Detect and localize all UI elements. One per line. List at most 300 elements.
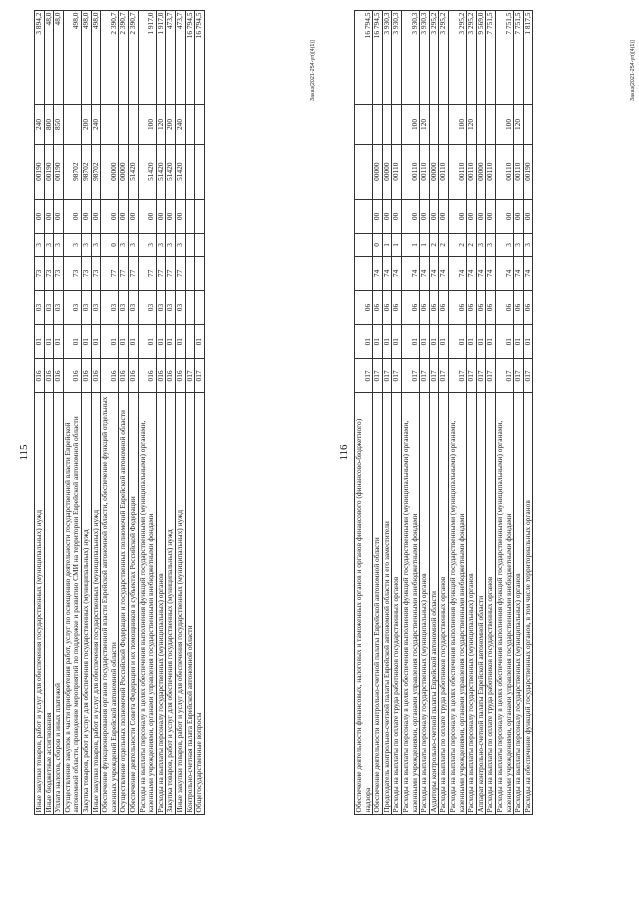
row-code: 3 <box>128 234 138 257</box>
row-code: 01 <box>128 325 138 359</box>
row-code: 03 <box>63 290 81 324</box>
row-code: 016 <box>35 359 45 393</box>
table-row <box>373 11 383 815</box>
row-amount: 48,0 <box>54 11 64 105</box>
row-code <box>195 234 205 257</box>
row-code: 3 <box>156 234 166 257</box>
row-name: Закупка товаров, работ и услуг для обеспечения государственных (муниципальных) нужд <box>81 393 91 815</box>
row-amount: 9 569,0 <box>476 11 486 105</box>
row-name: Расходы на выплаты персоналу в целях обеспечения выполнения функций государственными (муниципальными) органами, казенными учреждениями, органами управления государственными внебюджетными фондами <box>401 393 419 815</box>
table-row <box>495 11 513 815</box>
row-amount: 2 390,7 <box>128 11 138 105</box>
row-code: 98702 <box>81 144 91 199</box>
row-code: 00000 <box>476 144 486 199</box>
page-number: 115 <box>18 444 30 461</box>
row-name: Иные бюджетные ассигнования <box>44 393 54 815</box>
row-code <box>195 199 205 233</box>
row-code: 00110 <box>439 144 449 199</box>
row-code: 00 <box>138 199 156 233</box>
row-code: 01 <box>44 325 54 359</box>
row-code: 3 <box>523 234 533 257</box>
row-code: 06 <box>392 290 402 324</box>
print-footer: Заказ(2021-254-уп)[4(1)] <box>630 40 636 101</box>
row-code: 016 <box>101 359 119 393</box>
row-code: 01 <box>81 325 91 359</box>
row-code: 06 <box>382 290 392 324</box>
page-116 <box>330 0 639 905</box>
row-code: 00 <box>392 199 402 233</box>
row-name: Закупка товаров, работ и услуг для обеспечения государственных (муниципальных) нужд <box>166 393 176 815</box>
row-code: 100 <box>138 105 156 144</box>
row-code <box>355 234 373 257</box>
row-name: Расходы на выплаты персоналу государственных (муниципальных) органов <box>420 393 430 815</box>
row-code: 0 <box>101 234 119 257</box>
row-code: 3 <box>63 234 81 257</box>
row-amount: 3 295,2 <box>439 11 449 105</box>
table-body <box>355 11 533 815</box>
table-row <box>128 11 138 815</box>
row-code: 00 <box>81 199 91 233</box>
row-amount: 48,0 <box>44 11 54 105</box>
row-code: 74 <box>382 256 392 290</box>
row-code: 120 <box>514 105 524 144</box>
row-code <box>63 105 81 144</box>
row-code: 03 <box>81 290 91 324</box>
row-code: 73 <box>63 256 81 290</box>
row-code: 51420 <box>128 144 138 199</box>
table-row <box>175 11 185 815</box>
row-amount: 3 295,2 <box>429 11 439 105</box>
row-code: 00110 <box>448 144 466 199</box>
row-code: 06 <box>355 290 373 324</box>
row-code <box>101 105 119 144</box>
row-code: 01 <box>91 325 101 359</box>
row-code: 017 <box>439 359 449 393</box>
row-code: 00110 <box>514 144 524 199</box>
row-code: 00 <box>373 199 383 233</box>
row-code: 017 <box>195 359 205 393</box>
row-name: Осуществление отдельных полномочий Российской Федерации и государственных полномочий Еврейской автономной области <box>119 393 129 815</box>
table-row <box>448 11 466 815</box>
row-code: 01 <box>392 325 402 359</box>
row-name: Иные закупки товаров, работ и услуг для обеспечения государственных (муниципальных) нужд <box>175 393 185 815</box>
row-code <box>373 105 383 144</box>
row-code: 3 <box>119 234 129 257</box>
row-code: 06 <box>401 290 419 324</box>
row-code: 017 <box>467 359 477 393</box>
row-code: 03 <box>138 290 156 324</box>
row-code: 3 <box>138 234 156 257</box>
row-code: 00 <box>156 199 166 233</box>
row-code: 1 <box>420 234 430 257</box>
row-code: 01 <box>63 325 81 359</box>
row-code: 00 <box>401 199 419 233</box>
row-code <box>486 105 496 144</box>
row-code: 00000 <box>373 144 383 199</box>
row-code: 01 <box>382 325 392 359</box>
table-row <box>101 11 119 815</box>
row-code: 74 <box>448 256 466 290</box>
row-code <box>355 199 373 233</box>
row-code: 100 <box>401 105 419 144</box>
row-code: 016 <box>175 359 185 393</box>
row-code: 017 <box>495 359 513 393</box>
row-code: 00110 <box>392 144 402 199</box>
row-code: 74 <box>486 256 496 290</box>
row-code: 00110 <box>420 144 430 199</box>
row-code: 00190 <box>35 144 45 199</box>
row-code: 01 <box>439 325 449 359</box>
row-code: 74 <box>429 256 439 290</box>
row-code <box>355 105 373 144</box>
row-code: 03 <box>166 290 176 324</box>
row-code: 01 <box>156 325 166 359</box>
row-code: 01 <box>467 325 477 359</box>
row-code: 01 <box>355 325 373 359</box>
row-code: 120 <box>156 105 166 144</box>
row-code: 06 <box>523 290 533 324</box>
row-name: Расходы на выплаты по оплате труда работников государственных органов <box>392 393 402 815</box>
row-code <box>476 105 486 144</box>
row-code: 06 <box>495 290 513 324</box>
row-code <box>195 105 205 144</box>
row-code: 017 <box>373 359 383 393</box>
table-row <box>514 11 524 815</box>
row-code: 3 <box>54 234 64 257</box>
row-code: 77 <box>175 256 185 290</box>
row-code: 03 <box>119 290 129 324</box>
row-code: 06 <box>420 290 430 324</box>
row-code: 00000 <box>101 144 119 199</box>
row-code: 00 <box>429 199 439 233</box>
table-row <box>166 11 176 815</box>
row-name: Общегосударственные вопросы <box>195 393 205 815</box>
table-row <box>63 11 81 815</box>
row-code: 03 <box>35 290 45 324</box>
row-code: 73 <box>91 256 101 290</box>
row-code: 98702 <box>91 144 101 199</box>
row-amount: 3 894,2 <box>35 11 45 105</box>
row-amount: 16 794,5 <box>355 11 373 105</box>
row-code: 00190 <box>523 144 533 199</box>
row-code: 51420 <box>166 144 176 199</box>
row-code: 017 <box>392 359 402 393</box>
row-name: Расходы на выплаты персоналу в целях обеспечения выполнения функций государственными (муниципальными) органами, казенными учреждениями, органами управления государственными внебюджетными фондами <box>138 393 156 815</box>
row-code: 00 <box>476 199 486 233</box>
row-code: 74 <box>467 256 477 290</box>
row-code: 2 <box>448 234 466 257</box>
row-code: 017 <box>486 359 496 393</box>
row-name: Осуществление закупок в части приобретения работ, услуг по освещению деятельности государственной власти Еврейской автономной области, проведение мероприятий по поддержке и развитию СМИ на территории Еврейской автономной области <box>63 393 81 815</box>
row-code: 3 <box>35 234 45 257</box>
row-code: 51420 <box>156 144 166 199</box>
row-code: 77 <box>101 256 119 290</box>
row-code: 03 <box>175 290 185 324</box>
row-name: Расходы на обеспечение функций государственных органов, в том числе территориальных органов <box>523 393 533 815</box>
row-code: 00 <box>91 199 101 233</box>
row-amount: 3 295,2 <box>448 11 466 105</box>
row-name: Обеспечение деятельности Совета Федерации и их помощников в субъектах Российской Федерации <box>128 393 138 815</box>
row-code: 017 <box>523 359 533 393</box>
row-code <box>119 105 129 144</box>
row-amount: 3 930,3 <box>392 11 402 105</box>
row-code: 3 <box>81 234 91 257</box>
row-code: 016 <box>156 359 166 393</box>
row-name: Аппарат контрольно-счетной палаты Еврейской автономной области <box>476 393 486 815</box>
row-name: Расходы на выплаты персоналу в целях обеспечения выполнения функций государственными (муниципальными) органами, казенными учреждениями, органами управления государственными внебюджетными фондами <box>495 393 513 815</box>
row-code: 00110 <box>401 144 419 199</box>
row-code: 00 <box>514 199 524 233</box>
row-code: 3 <box>486 234 496 257</box>
row-code <box>185 199 195 233</box>
row-code: 00 <box>486 199 496 233</box>
row-name: Председатель контрольно-счетной палаты Еврейской автономной области и его заместители <box>382 393 392 815</box>
row-code: 01 <box>495 325 513 359</box>
row-code: 01 <box>523 325 533 359</box>
row-code: 00 <box>420 199 430 233</box>
table-row <box>35 11 45 815</box>
print-footer: Заказ(2021-254-уп)[4(1)] <box>310 40 316 101</box>
row-name: Иные закупки товаров, работ и услуг для обеспечения государственных (муниципальных) нужд <box>35 393 45 815</box>
table-row <box>81 11 91 815</box>
row-code <box>523 105 533 144</box>
row-amount: 498,0 <box>81 11 91 105</box>
row-code <box>128 105 138 144</box>
row-code: 73 <box>54 256 64 290</box>
row-code: 3 <box>91 234 101 257</box>
row-code: 06 <box>448 290 466 324</box>
row-code: 74 <box>523 256 533 290</box>
row-code: 850 <box>54 105 64 144</box>
row-code: 06 <box>429 290 439 324</box>
row-code: 77 <box>166 256 176 290</box>
row-code: 01 <box>166 325 176 359</box>
row-code: 00190 <box>54 144 64 199</box>
table-row <box>119 11 129 815</box>
row-code: 00000 <box>429 144 439 199</box>
table-row <box>486 11 496 815</box>
row-code: 1 <box>382 234 392 257</box>
row-code: 00 <box>128 199 138 233</box>
row-code: 1 <box>392 234 402 257</box>
row-code: 00 <box>44 199 54 233</box>
row-code <box>185 290 195 324</box>
row-code: 240 <box>175 105 185 144</box>
row-code: 01 <box>35 325 45 359</box>
row-code: 77 <box>128 256 138 290</box>
row-code: 00 <box>495 199 513 233</box>
row-code: 240 <box>91 105 101 144</box>
row-code: 00190 <box>44 144 54 199</box>
row-code: 01 <box>486 325 496 359</box>
row-amount: 2 390,7 <box>119 11 129 105</box>
row-name: Расходы на выплаты персоналу государственных (муниципальных) органов <box>514 393 524 815</box>
row-code: 00 <box>523 199 533 233</box>
row-code: 240 <box>35 105 45 144</box>
row-code: 74 <box>495 256 513 290</box>
row-code: 06 <box>486 290 496 324</box>
row-code: 017 <box>429 359 439 393</box>
row-code: 016 <box>44 359 54 393</box>
row-code: 03 <box>101 290 119 324</box>
row-code: 01 <box>54 325 64 359</box>
row-code: 73 <box>35 256 45 290</box>
row-code: 017 <box>514 359 524 393</box>
row-code: 017 <box>185 359 195 393</box>
row-code: 51420 <box>175 144 185 199</box>
row-code: 01 <box>195 325 205 359</box>
row-code: 01 <box>101 325 119 359</box>
row-code: 06 <box>476 290 486 324</box>
row-code: 03 <box>156 290 166 324</box>
row-name: Контрольно-счетная палата Еврейской автономной области <box>185 393 195 815</box>
row-code: 00 <box>63 199 81 233</box>
row-code: 74 <box>401 256 419 290</box>
row-amount: 7 751,5 <box>514 11 524 105</box>
row-code: 016 <box>63 359 81 393</box>
table-row <box>195 11 205 815</box>
row-code: 01 <box>119 325 129 359</box>
row-code <box>185 256 195 290</box>
row-amount: 1 917,0 <box>138 11 156 105</box>
row-code: 00110 <box>467 144 477 199</box>
row-amount: 3 930,3 <box>382 11 392 105</box>
row-code: 017 <box>476 359 486 393</box>
row-code: 200 <box>81 105 91 144</box>
row-code: 03 <box>44 290 54 324</box>
row-code: 73 <box>81 256 91 290</box>
table-row <box>355 11 373 815</box>
row-code: 01 <box>175 325 185 359</box>
page-115 <box>10 0 330 905</box>
row-code: 2 <box>439 234 449 257</box>
row-code: 016 <box>128 359 138 393</box>
row-name: Расходы на выплаты по оплате труда работников государственных органов <box>486 393 496 815</box>
row-code: 200 <box>166 105 176 144</box>
row-code: 3 <box>166 234 176 257</box>
row-code: 03 <box>128 290 138 324</box>
row-code <box>382 105 392 144</box>
row-code: 00 <box>166 199 176 233</box>
row-code <box>439 105 449 144</box>
row-code: 77 <box>119 256 129 290</box>
row-code: 00 <box>448 199 466 233</box>
row-code: 01 <box>401 325 419 359</box>
row-code <box>195 144 205 199</box>
row-code: 00 <box>467 199 477 233</box>
row-code: 00 <box>54 199 64 233</box>
row-code: 120 <box>467 105 477 144</box>
row-code <box>429 105 439 144</box>
table-row <box>54 11 64 815</box>
row-code: 03 <box>54 290 64 324</box>
row-code: 100 <box>448 105 466 144</box>
row-amount: 1 917,0 <box>156 11 166 105</box>
row-code: 016 <box>54 359 64 393</box>
row-code: 06 <box>514 290 524 324</box>
row-code: 01 <box>420 325 430 359</box>
row-code: 016 <box>119 359 129 393</box>
row-amount: 3 295,2 <box>467 11 477 105</box>
row-code: 74 <box>476 256 486 290</box>
row-code: 74 <box>420 256 430 290</box>
row-code <box>195 290 205 324</box>
row-code: 3 <box>514 234 524 257</box>
row-name: Расходы на выплаты персоналу государственных (муниципальных) органов <box>156 393 166 815</box>
row-amount: 498,0 <box>63 11 81 105</box>
table-row <box>138 11 156 815</box>
row-code: 00 <box>382 199 392 233</box>
table-row <box>523 11 533 815</box>
table-row <box>185 11 195 815</box>
row-code: 03 <box>91 290 101 324</box>
row-name: Расходы на выплаты персоналу в целях обеспечения выполнения функций государственными (муниципальными) органами, казенными учреждениями, органами управления государственными внебюджетными фондами <box>448 393 466 815</box>
row-code: 06 <box>467 290 477 324</box>
row-code: 2 <box>467 234 477 257</box>
row-code: 00 <box>439 199 449 233</box>
row-code: 74 <box>514 256 524 290</box>
table-row <box>401 11 419 815</box>
row-code <box>185 234 195 257</box>
row-code <box>185 144 195 199</box>
row-code: 01 <box>429 325 439 359</box>
row-code: 98702 <box>63 144 81 199</box>
row-code: 01 <box>373 325 383 359</box>
row-code: 017 <box>448 359 466 393</box>
row-code <box>355 144 373 199</box>
row-code: 73 <box>44 256 54 290</box>
row-code: 00 <box>35 199 45 233</box>
row-code: 74 <box>373 256 383 290</box>
row-code: 00000 <box>119 144 129 199</box>
row-amount: 498,0 <box>91 11 101 105</box>
row-name: Аудиторы контрольно-счетной палаты Еврейской автономной области <box>429 393 439 815</box>
row-code <box>195 256 205 290</box>
row-code: 06 <box>373 290 383 324</box>
row-amount: 473,7 <box>166 11 176 105</box>
row-code: 0 <box>373 234 383 257</box>
row-code: 00 <box>119 199 129 233</box>
table-row <box>439 11 449 815</box>
row-amount: 7 751,5 <box>495 11 513 105</box>
row-code: 800 <box>44 105 54 144</box>
budget-table <box>34 10 205 815</box>
row-code: 016 <box>166 359 176 393</box>
table-row <box>467 11 477 815</box>
row-name: Иные закупки товаров, работ и услуг для обеспечения государственных (муниципальных) нужд <box>91 393 101 815</box>
row-code: 3 <box>175 234 185 257</box>
row-code: 00 <box>101 199 119 233</box>
row-amount: 473,7 <box>175 11 185 105</box>
row-code <box>355 256 373 290</box>
row-code: 01 <box>448 325 466 359</box>
row-amount: 2 390,7 <box>101 11 119 105</box>
row-name: Обеспечение функционирования органов государственной власти Еврейской автономной области, обеспечение функций отдельных казенных учреждений Еврейской автономной области <box>101 393 119 815</box>
row-amount: 16 794,5 <box>195 11 205 105</box>
row-code: 016 <box>81 359 91 393</box>
row-code: 01 <box>514 325 524 359</box>
row-amount: 3 930,3 <box>401 11 419 105</box>
row-code: 00110 <box>486 144 496 199</box>
row-code <box>185 105 195 144</box>
row-code: 77 <box>138 256 156 290</box>
row-code: 017 <box>401 359 419 393</box>
row-name: Обеспечение деятельности финансовых, налоговых и таможенных органов и органов финансового (финансово-бюджетного) надзора <box>355 393 373 815</box>
row-code: 74 <box>392 256 402 290</box>
row-code: 017 <box>355 359 373 393</box>
row-amount: 3 930,3 <box>420 11 430 105</box>
row-code: 2 <box>429 234 439 257</box>
